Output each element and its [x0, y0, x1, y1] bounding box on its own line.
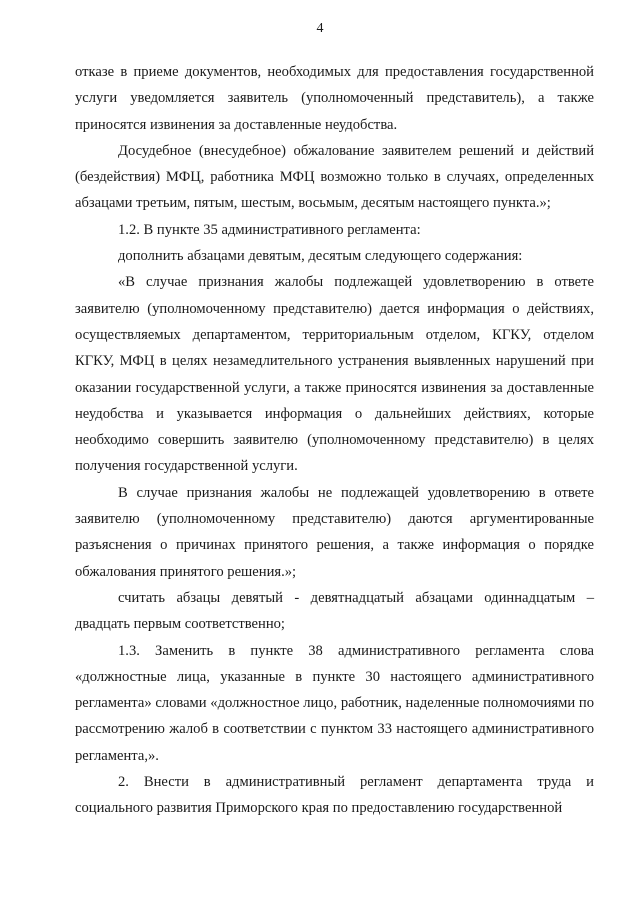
paragraph: дополнить абзацами девятым, десятым следующего содержания:: [118, 248, 523, 265]
paragraph: «В случае признания жалобы подлежащей удовлетворению в ответе заявителю (уполномоченному представителю) дается информация о действиях, осуществляемых департаментом, территориальным отделом, КГКУ, отделом КГКУ, МФЦ в целях незамедлительного устранения выявленных нарушений при оказании государственной услуги, а также приносятся извинения за доставленные неудобства и указывается информация о дальнейших действиях, которые необходимо совершить заявителю (уполномоченному представителю) в целях получения государственной услуги.: [75, 274, 594, 475]
paragraph: 1.2. В пункте 35 административного регламента:: [118, 221, 421, 238]
paragraph: Досудебное (внесудебное) обжалование заявителем решений и действий (бездействия) МФЦ, работника МФЦ возможно только в случаях, определенных абзацами третьим, пятым, шестым, восьмым, десятым настоящего пункта.»;: [75, 142, 594, 212]
paragraph: В случае признания жалобы не подлежащей удовлетворению в ответе заявителю (уполномоченному представителю) даются аргументированные разъяснения о причинах принятого решения, а также информация о порядке обжалования принятого решения.»;: [75, 484, 594, 580]
page-number: 4: [316, 21, 324, 36]
paragraph: отказе в приеме документов, необходимых для предоставления государственной услуги уведомляется заявитель (уполномоченный представитель), а также приносятся извинения за доставленные неудобства.: [75, 64, 594, 133]
document-body: [75, 59, 594, 822]
paragraph: 1.3. Заменить в пункте 38 административного регламента слова «должностные лица, указанные в пункте 30 настоящего административного регламента» словами «должностное лицо, работник, наделенные полномочиями по рассмотрению жалоб в соответствии с пунктом 33 настоящего административного регламента,».: [75, 642, 594, 764]
paragraph: 2. Внести в административный регламент департамента труда и социального развития Приморского края по предоставлению государственной: [75, 774, 594, 817]
paragraph: считать абзацы девятый - девятнадцатый абзацами одиннадцатым – двадцать первым соответственно;: [75, 589, 594, 633]
